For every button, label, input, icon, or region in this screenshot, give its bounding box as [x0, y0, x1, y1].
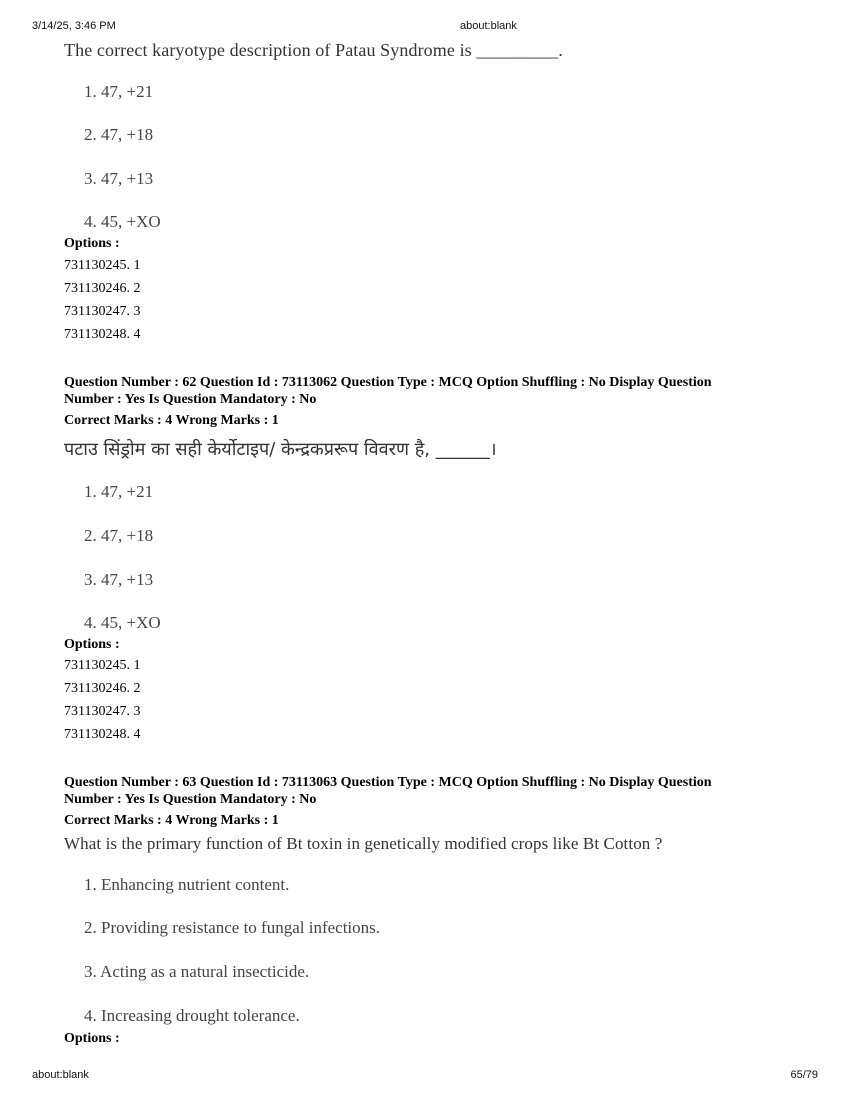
choice-2: 2. 47, +18 [84, 526, 154, 545]
option-id-3: 731130247. 3 [64, 704, 141, 719]
page-number: 65/79 [790, 1069, 818, 1081]
choice-1: 1. 47, +21 [84, 82, 154, 101]
question-text: पटाउ सिंड्रोम का सही केर्योटाइप/ केन्द्रकप्ररूप विवरण है, ______। [64, 439, 497, 460]
print-url: about:blank [460, 20, 517, 32]
question-marks: Correct Marks : 4 Wrong Marks : 1 [64, 813, 279, 828]
choice-2: 2. Providing resistance to fungal infections. [84, 918, 381, 937]
choice-4: 4. 45, +XO [84, 212, 161, 231]
options-label: Options : [64, 236, 120, 251]
option-id-1: 731130245. 1 [64, 258, 141, 273]
choice-1: 1. 47, +21 [84, 482, 154, 501]
option-id-4: 731130248. 4 [64, 327, 141, 342]
choice-4: 4. 45, +XO [84, 613, 161, 632]
choice-3: 3. 47, +13 [84, 570, 154, 589]
option-id-4: 731130248. 4 [64, 727, 141, 742]
question-text: The correct karyotype description of Patau Syndrome is _________. [64, 40, 563, 60]
print-footer [0, 1069, 850, 1083]
print-datetime: 3/14/25, 3:46 PM [32, 20, 116, 32]
choice-3: 3. Acting as a natural insecticide. [84, 962, 310, 981]
question-meta-line2: Number : Yes Is Question Mandatory : No [64, 392, 317, 407]
choice-2: 2. 47, +18 [84, 125, 154, 144]
option-id-2: 731130246. 2 [64, 281, 141, 296]
choice-1: 1. Enhancing nutrient content. [84, 875, 290, 894]
option-id-3: 731130247. 3 [64, 304, 141, 319]
options-label: Options : [64, 637, 120, 652]
question-meta-line1: Question Number : 62 Question Id : 73113062 Question Type : MCQ Option Shuffling : No Display Question [64, 375, 712, 390]
question-text: What is the primary function of Bt toxin in genetically modified crops like Bt Cotton ? [64, 834, 663, 853]
footer-url: about:blank [32, 1069, 89, 1081]
question-marks: Correct Marks : 4 Wrong Marks : 1 [64, 413, 279, 428]
option-id-2: 731130246. 2 [64, 681, 141, 696]
options-label: Options : [64, 1031, 120, 1046]
choice-3: 3. 47, +13 [84, 169, 154, 188]
print-header [0, 20, 850, 34]
question-meta-line1: Question Number : 63 Question Id : 73113063 Question Type : MCQ Option Shuffling : No Display Question [64, 775, 712, 790]
choice-4: 4. Increasing drought tolerance. [84, 1006, 300, 1025]
option-id-1: 731130245. 1 [64, 658, 141, 673]
question-meta-line2: Number : Yes Is Question Mandatory : No [64, 792, 317, 807]
